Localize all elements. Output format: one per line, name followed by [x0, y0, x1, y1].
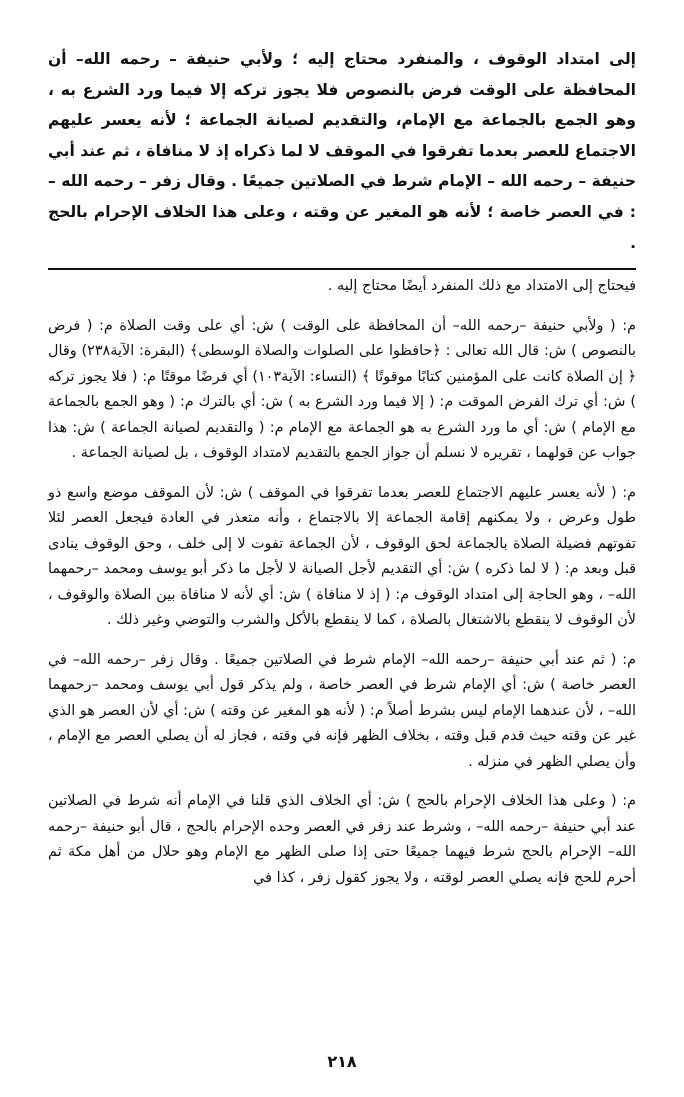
commentary-paragraph: فيحتاج إلى الامتداد مع ذلك المنفرد أيضًا محتاج إليه .: [327, 278, 636, 295]
commentary-paragraph: م: ( ثم عند أبي حنيفة –رحمه الله– الإمام شرط في الصلاتين جميعًا . وقال زفر –رحمه الله– في العصر خاصة ) ش: أي الإمام شرط في العصر خاصة ، ولم يذكر قول أبي يوسف ومحمد –رحمهما الله– ، لأن عندهما الإمام ليس بشرط أصلاً م: ( لأنه هو المغير عن وقته ) ش: أي لأن العصر هو الذي غير عن وقته حيث قدم قبل وقته ، بخلاف الظهر فإنه في وقته ، فجاز له أن يصلي العصر مع الإمام ، وأن يصلي الظهر في منزله .: [48, 651, 636, 770]
commentary: [48, 274, 636, 891]
main-text: إلى امتداد الوقوف ، والمنفرد محتاج إليه ؛ ولأبي حنيفة – رحمه الله– أن المحافظة على الوقت فرض بالنصوص فلا يجوز تركه إلا فيما ورد الشرع به ، وهو الجمع بالجماعة مع الإمام، والتقديم لصيانة الجماعة ؛ لأنه يعسر عليهم الاجتماع للعصر بعدما تفرقوا في الموقف لا لما ذكراه إذ لا منافاة ، ثم عند أبي حنيفة – رحمه الله – الإمام شرط في الصلاتين جميعًا . وقال زفر – رحمه الله – : في العصر خاصة ؛ لأنه هو المغير عن وقته ، وعلى هذا الخلاف الإحرام بالحج .: [48, 50, 636, 252]
commentary-paragraph: م: ( وعلى هذا الخلاف الإحرام بالحج ) ش: أي الخلاف الذي قلنا في الإمام أنه شرط في الصلاتين عند أبي حنيفة –رحمه الله– ، وشرط عند زفر في العصر وحده الإحرام بالحج ، قال أبو حنيفة –رحمه الله– الإحرام بالحج شرط فيهما جميعًا حتى إذا صلى الظهر مع الإمام وهو حلال من أهل مكة ثم أحرم للحج فإنه يصلي العصر لوقته ، ولا يجوز كقول زفر ، كذا في: [48, 793, 636, 886]
commentary-paragraph: م: ( لأنه يعسر عليهم الاجتماع للعصر بعدما تفرقوا في الموقف ) ش: لأن الموقف موضع واسع ذو طول وعرض ، ولا يمكنهم إقامة الجماعة إلا بالاجتماع ، وأنه متعذر في العادة فيجعل العصر لئلا تفوتهم فضيلة الصلاة بالجماعة لحق الوقوف ، لأن الجماعة تفوت لا إلى خلف ، وحق الوقوف ينادى قبل وبعد م: ( لا لما ذكره ) ش: أي التقديم لأجل الصيانة لا لأجل ما ذكر أبو يوسف ومحمد –رحمهما الله– ، وهو الحاجة إلى امتداد الوقوف م: ( إذ لا منافاة ) ش: أي لأنه لا منافاة بين الصلاة والوقوف ، لأن الوقوف لا ينقطع بالاشتغال بالصلاة ، كما لا ينقطع بالأكل والشرب والتوضي وغير ذلك .: [48, 484, 636, 629]
section-divider: [48, 268, 636, 270]
page-number: ٢١٨: [327, 1052, 357, 1071]
commentary-paragraph: م: ( ولأبي حنيفة –رحمه الله– أن المحافظة على الوقت ) ش: أي على وقت الصلاة م: ( فرض بالنصوص ) ش: قال الله تعالى : ﴿حافظوا على الصلوات والصلاة الوسطى﴾ (البقرة: الآية٢٣٨) وقال ﴿ إن الصلاة كانت على المؤمنين كتابًا موقوتًا ﴾ (النساء: الآية١٠٣) أي فرضًا موقتًا م: ( فلا يجوز تركه ) ش: أي ترك الفرض الموقت م: ( إلا فيما ورد الشرع به ) ش: أي بالترك م: ( وهو الجمع بالجماعة مع الإمام ) ش: أي ما ورد الشرع به هو الجماعة مع الإمام م: ( والتقديم لصيانة الجماعة ) ش: هذا جواب عن قولهما ، تقريره لا نسلم أن جواز الجمع بالتقديم لامتداد الوقوف ، بل لصيانة الجماعة .: [48, 317, 637, 462]
